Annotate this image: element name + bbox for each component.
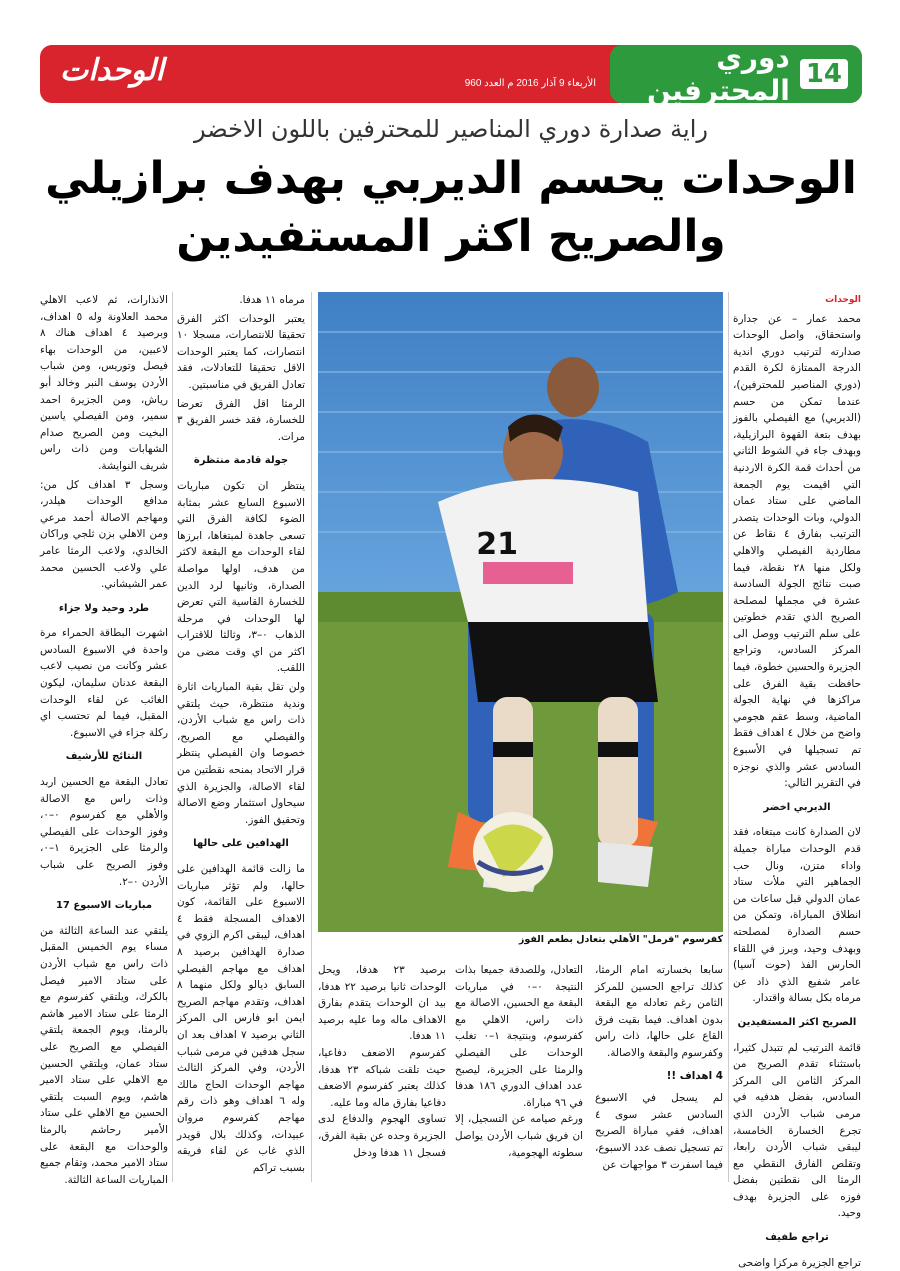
match-photo	[318, 292, 723, 932]
subheading: تراجع طفيف	[765, 1232, 829, 1244]
page-number: 14	[800, 59, 848, 89]
paragraph: الرمثا اقل الفرق تعرضا للخسارة، فقد خسر الفريق ٣ مرات.	[177, 397, 305, 443]
paragraph: مرماه ١١ هدفا.	[239, 294, 305, 306]
brand-logo: الوحدات	[60, 53, 164, 88]
paragraph: ما زالت قائمة الهدافين على حالها، ولم تؤثر مباريات الاسبوع على القائمة، كون الاهداف المسجلة فقط ٤ اهداف، ليبقى اكرم الزوي في صدارة الهدافين برصيد ٨ اهداف مع مهاجم الفيصلي السابق ديالو ولكل منهما ٨ اهداف، وتقدم مهاجم الصريح ايمن ابو فارس الى المركز الثاني برصيد ٧ اهداف بعد ان سجل هدفين في مرمى شباب الأردن، وفي المركز الثالث مهاجم الوحدات الحاج مالك وله ٦ اهداف وهو ذات رقم مهاجم كفرسوم مروان عبيدات، وكذلك بلال قويدر الذي غاب عن لقاء فريقه بسبب تراكم	[177, 863, 305, 1174]
section-badge	[610, 41, 862, 107]
paragraph: لان الصدارة كانت مبتغاه، فقد قدم الوحدات مباراة جميلة واداء متزن، ونال حب الجماهير التي ملأت ستاد عمان الدولي قبل ساعات من انطلاق المباراة، وتمكن من حسم الصدارة لمصلحته وبهدف وحيد، وبرز في اللقاء الحارس الفذ (حوت آسيا) عامر شفيع الذي ذاد عن مرماه بكل بسالة واقتدار.	[733, 826, 861, 1005]
article-column-3	[177, 292, 305, 1182]
article-column-2	[40, 292, 169, 1186]
section-title: دوري المحترفين	[646, 41, 790, 107]
paragraph: ينتظر ان تكون مباريات الاسبوع السابع عشر بمثابة الضوء لكافة الفرق التي تسعى جاهدة لمبتغاها، ابرزها لقاء الوحدات مع البقعة لاكثر من هدف، اولها مواصلة الصدارة، وثانيها لرد الدين للخسارة القاسية التي تعرض لها الوحدات في مرحلة الذهاب ٠–٣، وثالثا للاقتراب اكثر من اي وقت مضى من اللقب.	[177, 479, 305, 675]
paragraph: يلتقي عند الساعة الثالثة من مساء يوم الخميس المقبل ذات راس مع شباب الأردن على ستاد الامير فيصل بالكرك، ويلتقي كفرسوم مع الرمثا على ستاد الامير هاشم بالرمثا، ويوم الجمعة يلتقي الفيصلي مع الصريح على ستاد عمان، ويلتقي الحسين مع الاهلي على ستاد الامير هاشم، ويوم السبت يلتقي الحسين مع الاهلي على ستاد الأمير رحاشم بالرمثا والوحدات مع البقعة على ستاد الامير محمد، وتقام جميع المباريات الساعة الثالثة.	[40, 924, 168, 1186]
paragraph: تراجع الجزيرة مركزا واضحى	[738, 1256, 861, 1269]
paragraph: تساوى الهجوم والدفاع لدى الجزيرة وحده عن بقية الفرق، فسجل ١١ هدفا ودخل	[318, 1113, 446, 1159]
column-divider	[311, 292, 312, 1182]
paragraph: لم يسجل في الاسبوع السادس عشر سوى ٤ اهداف، ففي مباراة الصريح تم تسجيل نصف عدد الاسبوع، فيما اسفرت ٣ مواجهات عن	[595, 1092, 723, 1171]
issue-date: الأربعاء 9 آذار 2016 م العدد 960	[464, 78, 596, 89]
subheading: جولة قادمة منتظرة	[193, 455, 289, 467]
photo-caption: كفرسوم "فرمل" الأهلي بتعادل بطعم الفوز	[518, 934, 723, 945]
subheading: النتائج للأرشيف	[65, 751, 143, 763]
paragraph: كفرسوم الاضعف دفاعيا، حيث تلقت شباكه ٢٣ هدفا، كذلك يعتبر كفرسوم الاضعف دفاعيا بفارق ماله وما عليه.	[318, 1046, 446, 1109]
headline-line-2: والصريح اكثر المستفيدين	[176, 211, 726, 262]
article-column-1	[733, 292, 862, 1269]
football-players-image	[318, 292, 723, 932]
subheading: الهدافين على حالها	[193, 838, 289, 850]
article-column-lower-2	[455, 962, 583, 1182]
paragraph: محمد عمار – عن جدارة واستحقاق، واصل الوحدات صدارته لترتيب دوري اندية الدرجة الممتازة لكرة القدم (دوري المناصير للمحترفين)، عندما تمكن من حسم (الديربي) مع الفيصلي بالفوز بهدف بتعة القهوة البرازيلية، وبهدف جاء في الشوط الثاني من أحداث قمة الكرة الاردنية التي اقيمت يوم الجمعة الماضي على ستاد عمان الدولي، وبات الوحدات يتصدر الترتيب بفارق ٤ نقاط عن مطاردية الفيصلي والاهلي ولكل منها ٢٨ نقطة، فيما صبت نتائج الجولة السادسة عشرة في مجملها لمصلحة الصريح الذي تقدم خطوتين على سلم الترتيب ووصل الى المركز السادس، وتراجع الجزيرة والحسين خطوة، فيما حافظت بقية الفرق على مراكزها في نهاية الجولة الماضية، وسط عقم هجومي واضح من خلال ٤ اهداف فقط تم تسجيلها في الأسبوع السادس عشر والذي نوجزه في التقرير التالي:	[733, 312, 862, 790]
paragraph: اشهرت البطاقة الحمراء مرة واحدة في الاسبوع السادس عشر وكانت من نصيب لاعب البقعة عدنان سليمان، ليكون الغائب عن لقاء الوحدات المقبل، فيما لم تحتسب اي ركلة جزاء في الاسبوع.	[40, 627, 168, 739]
subheading: مباريات الاسبوع 17	[55, 900, 153, 912]
paragraph: الانذارات، ثم لاعب الاهلي محمد العلاونة وله ٥ اهداف، وبرصيد ٤ اهداف هناك ٨ لاعبين، من الوحدات بهاء فيصل وتوريس، ومن شباب الأردن يوسف النبر وخالد أبو رياش، ومن الجزيرة احمد سمير، ومن الفيصلي ياسين البخيت ومن الصريح صدام الشهابات ومن ذات راس شريف النوايشة.	[40, 294, 169, 472]
paragraph: يعتبر الوحدات اكثر الفرق تحقيقا للانتصارات، مسجلا ١٠ انتصارات، كما يعتبر الوحدات الاقل تحقيقا للتعادلات، فقد تعادل الفريق في مناسبتين.	[177, 312, 305, 391]
paragraph: التعادل، وللصدفة جميعا بذات النتيجة ٠–٠ في مباريات البقعة مع الحسين، الاصالة مع ذات راس، الاهلي مع كفرسوم، وبنتيجة ١–٠ تغلب الوحدات على الفيصلي والرمثا على الجزيرة، ليصبح عدد اهداف الدوري ١٨٦ هدفا في ٩٦ مباراة.	[455, 964, 584, 1109]
kicker: راية صدارة دوري المناصير للمحترفين باللون الاخضر	[194, 115, 708, 143]
paragraph: وسجل ٣ اهداف كل من: مدافع الوحدات هيلدر، ومهاجم الاصالة أحمد مرعي ومن الاهلي بزن ثلجي وراكان الخالدي، ولاعب الرمثا عامر علي ولاعب الحسين محمد عمر الشيشاني.	[40, 478, 168, 591]
subheading: 4 اهداف !!	[666, 1069, 723, 1082]
headline	[40, 150, 862, 266]
paragraph: سابعا بخسارته امام الرمثا، كذلك تراجع الحسين للمركز الثامن رغم تعادله مع البقعة بدون اهداف. فيما بقيت فرق القاع على حالها، ذات راس وكفرسوم والبقعة والاصالة.	[595, 964, 723, 1059]
paragraph: ولن تقل بقية المباريات اثارة وندية منتظرة، حيث يلتقي ذات راس مع شباب الأردن، والفيصلي مع الصريح، خصوصا وان الفيصلي ينتظر قرار الاتحاد بمنحه نقطتين من لقاء الاصالة، والجزيرة الذي سيحاول استثمار وضع الاصالة وتحقيق الفوز.	[177, 681, 305, 826]
header-banner	[40, 41, 862, 107]
headline-line-1: الوحدات يحسم الديربي بهدف برازيلي	[45, 153, 857, 204]
column-divider	[728, 292, 729, 1182]
subheading: الديربي اخضر	[763, 801, 831, 813]
paragraph: قائمة الترتيب لم تتبدل كثيرا، باستثناء تقدم الصريح من المركز الثامن الى المركز السادس، بفضل هدفيه في مرمى شباب الأردن الذي تجرع الخسارة الخامسة، ليبقى شباب الأردن رابعا، وتقلص الفارق النقطي مع الرمثا الى نقطتين بفضل فوزه على الجزيرة بهدف وحيد.	[733, 1041, 861, 1220]
jersey-number: 21	[476, 527, 518, 562]
paragraph: تعادل البقعة مع الحسين اربد وذات راس مع الاصالة والأهلي مع كفرسوم ٠–٠، وفوز الوحدات على الفيصلي والرمثا على الجزيرة ١–٠، وفوز الصريح على شباب الأردن ٠–٢.	[40, 776, 168, 888]
paragraph: برصيد ٢٣ هدفا، ويحل الوحدات ثانيا برصيد ٢٢ هدفا، بيد ان الوحدات يتقدم بفارق الاهداف ماله وما عليه برصيد ١١ هدفا.	[318, 964, 447, 1043]
article-column-lower-1	[595, 962, 723, 1182]
article-column-lower-3	[318, 962, 446, 1182]
section-tag: الوحدات	[825, 295, 861, 305]
subheading: الصريح اكثر المستفيدين	[737, 1016, 857, 1028]
subheading: طرد وحيد ولا جزاء	[58, 602, 150, 614]
paragraph: ورغم صيامه عن التسجيل، إلا ان فريق شباب الأردن يواصل سطوته الهجومية،	[455, 1113, 583, 1159]
column-divider	[172, 292, 173, 1182]
